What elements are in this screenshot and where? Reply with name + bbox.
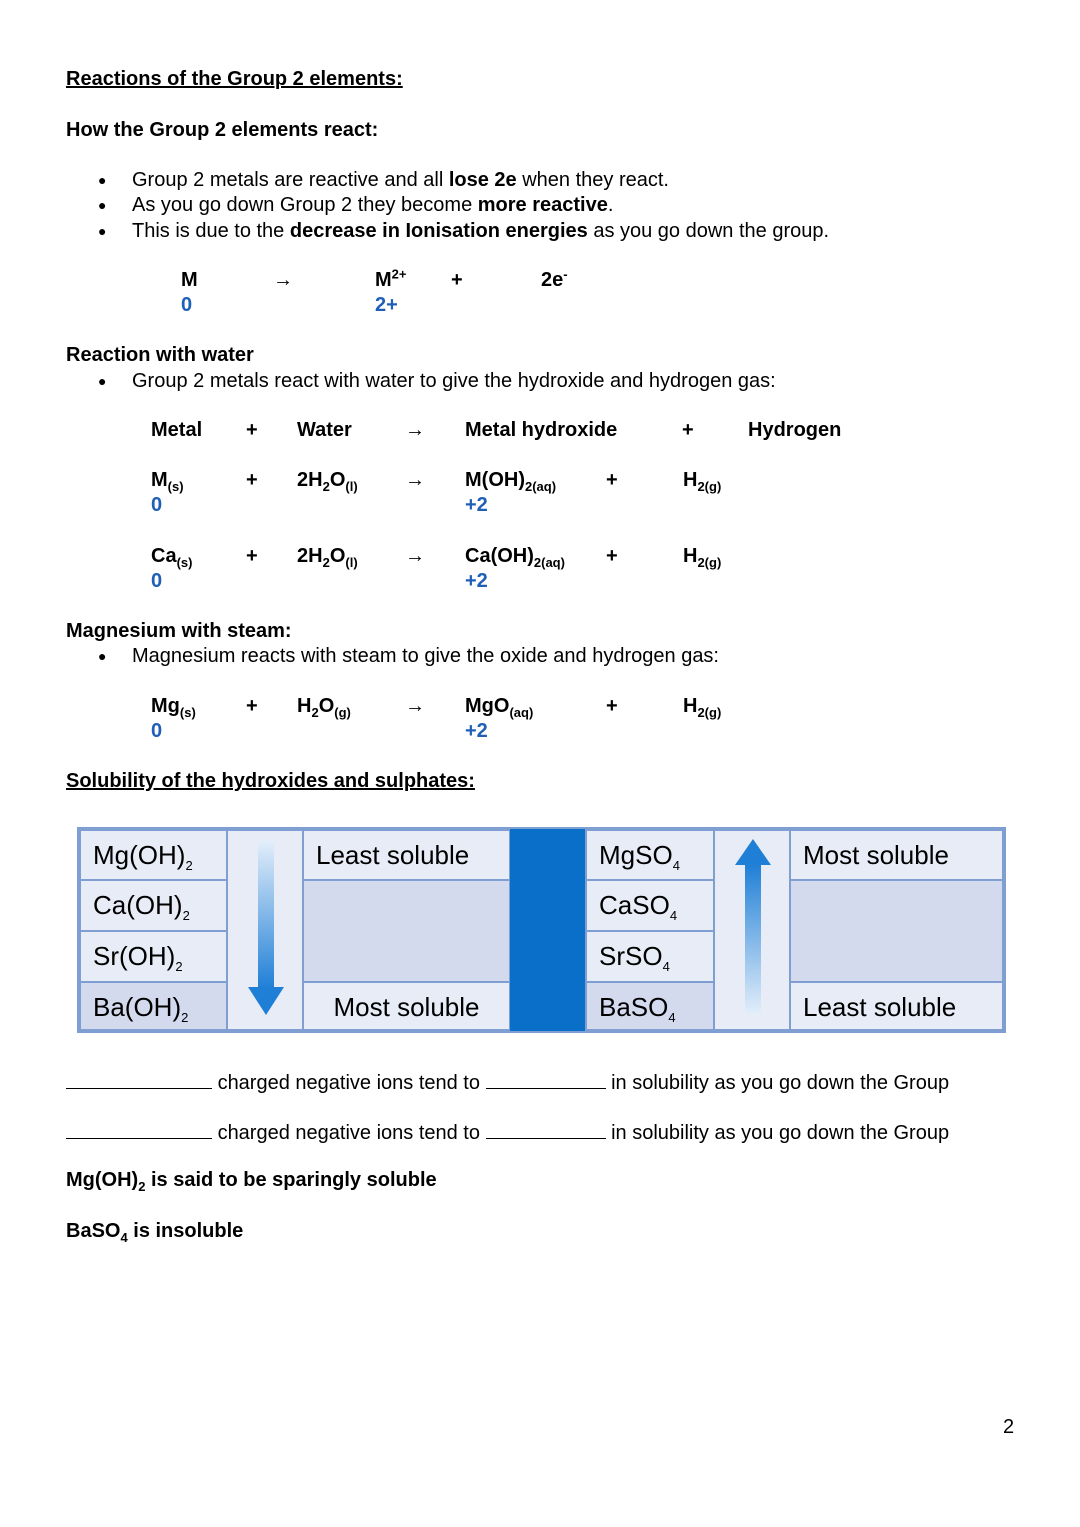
arrow-down-icon [236,839,296,1019]
bullet-more-reactive: As you go down Group 2 they become more reactive. [132,194,614,216]
eq-product: $M^{2+}$ [375,266,407,291]
hydroxide-cell: $Ba(OH)_2$ [79,981,228,1031]
bullet-icon: ● [98,197,107,213]
eq-water: $2H_2O_{(l)}$ [297,469,358,494]
hydroxide-cell: $Mg(OH)_2$ [79,829,228,881]
sulphate-cell: CaSO$_4$ [585,879,715,932]
sulphate-cell: SrSO$_4$ [585,930,715,983]
arrow-cell [713,829,791,1031]
eq-hydrogen: $H_{2(g)}$ [683,469,722,494]
word-metal: Metal [151,419,203,441]
bullet-icon: ● [98,648,107,664]
hydroxide-most-soluble: Most soluble [302,981,511,1031]
word-plus: + [246,419,258,441]
arrow-icon: → [273,269,293,291]
table-divider [510,829,586,1031]
arrow-icon: → [405,695,425,717]
blank-field[interactable] [486,1118,606,1139]
blank-field[interactable] [66,1068,212,1089]
section-heading-solubility: Solubility of the hydroxides and sulphates: [66,770,475,792]
page-title: Reactions of the Group 2 elements: [66,68,403,90]
ox-state-product: +2 [465,494,488,516]
section-heading-water: Reaction with water [66,344,254,366]
eq-product: $M(OH)_{2(aq)}$ [465,469,557,494]
eq-plus: + [246,545,258,567]
hydroxide-cell: $Ca(OH)_2$ [79,879,228,932]
eq-reactant: M [181,269,198,291]
page-number: 2 [1003,1416,1015,1438]
fill-in-line-1: charged negative ions tend to in solubility as you go down the Group [66,1068,949,1095]
arrow-icon: → [405,545,425,567]
word-plus: + [682,419,694,441]
arrow-cell [226,829,304,1031]
sulphate-blank-cell [789,879,1004,983]
eq-plus: + [451,269,463,291]
eq-plus: + [606,695,618,717]
eq-product: MgO$_{(aq)}$ [465,695,534,720]
ox-state-product: 2+ [375,294,398,316]
hydroxide-blank-cell [302,879,511,983]
eq-product: $Ca(OH)_{2(aq)}$ [465,545,565,570]
sulphate-cell: BaSO$_4$ [585,981,715,1031]
bullet-lose-2e: Group 2 metals are reactive and all lose 2e when they react. [132,169,669,191]
ox-state-product: +2 [465,720,488,742]
eq-hydrogen: $H_{2(g)}$ [683,695,722,720]
eq-reactant: $Ca_{(s)}$ [151,545,193,570]
blank-field[interactable] [486,1068,606,1089]
arrow-icon: → [405,419,425,441]
bullet-steam: Magnesium reacts with steam to give the oxide and hydrogen gas: [132,645,719,667]
section-heading-steam: Magnesium with steam: [66,620,292,642]
fill-in-line-2: charged negative ions tend to in solubility as you go down the Group [66,1118,949,1145]
eq-plus: + [246,469,258,491]
ox-state-reactant: 0 [151,494,163,516]
eq-reactant: $Mg_{(s)}$ [151,695,196,720]
eq-water: $H_2O_{(g)}$ [297,695,351,720]
ox-state-reactant: 0 [151,720,163,742]
eq-electrons: 2e- [541,266,568,291]
sulphate-least-soluble: Least soluble [789,981,1004,1031]
eq-plus: + [246,695,258,717]
eq-plus: + [606,545,618,567]
blank-field[interactable] [66,1118,212,1139]
bullet-icon: ● [98,172,107,188]
solubility-table [77,827,1006,1033]
hydroxide-cell: $Sr(OH)_2$ [79,930,228,983]
word-hydrogen: Hydrogen [748,419,842,441]
arrow-icon: → [405,469,425,491]
eq-reactant: $M_{(s)}$ [151,469,184,494]
note-insoluble: BaSO$_4$ is insoluble [66,1220,244,1245]
note-sparingly-soluble: $Mg(OH)_2$ is said to be sparingly soluble [66,1169,437,1194]
ox-state-reactant: 0 [181,294,193,316]
bullet-icon: ● [98,223,107,239]
word-metal-hydroxide: Metal hydroxide [465,419,618,441]
hydroxide-least-soluble: Least soluble [302,829,511,881]
bullet-water: Group 2 metals react with water to give the hydroxide and hydrogen gas: [132,370,776,392]
sulphate-most-soluble: Most soluble [789,829,1004,881]
ox-state-product: +2 [465,570,488,592]
bullet-ionisation: This is due to the decrease in Ionisation energies as you go down the group. [132,220,830,242]
word-water: Water [297,419,352,441]
bullet-icon: ● [98,373,107,389]
ox-state-reactant: 0 [151,570,163,592]
eq-plus: + [606,469,618,491]
section-heading-how-react: How the Group 2 elements react: [66,119,379,141]
eq-water: $2H_2O_{(l)}$ [297,545,358,570]
eq-hydrogen: $H_{2(g)}$ [683,545,722,570]
sulphate-cell: MgSO$_4$ [585,829,715,881]
arrow-up-icon [723,837,783,1017]
